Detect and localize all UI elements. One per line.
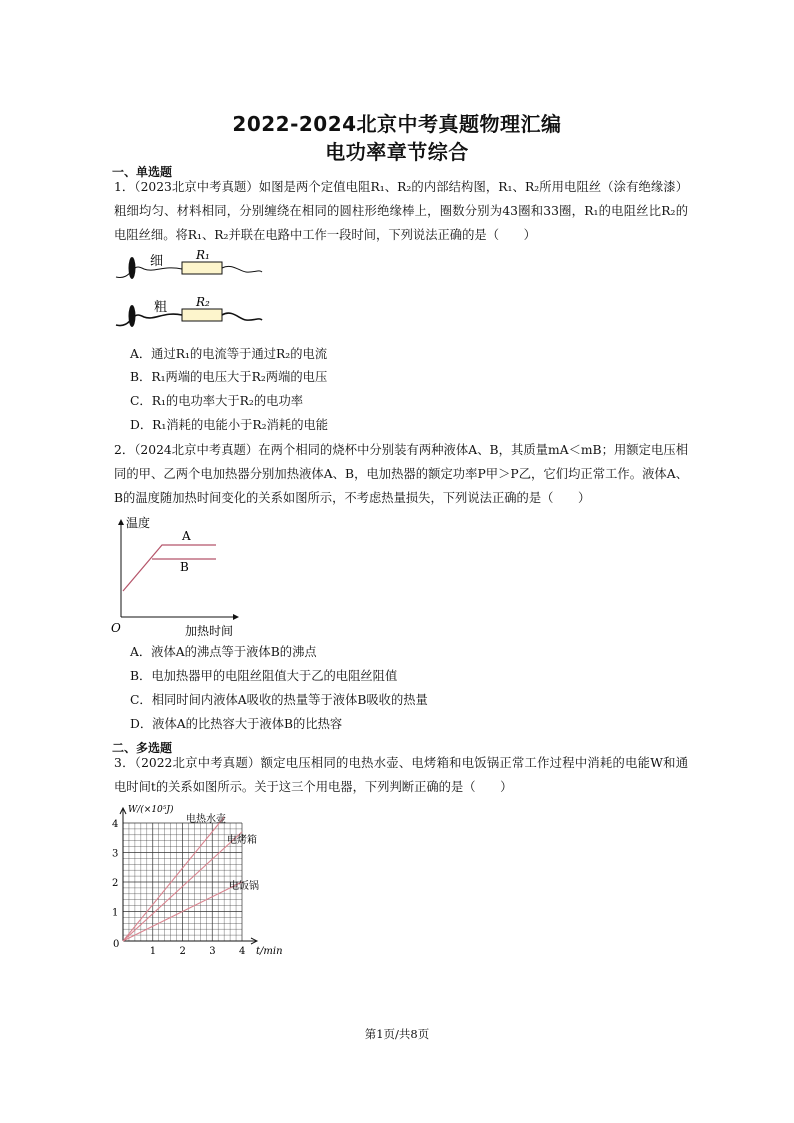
x-axis-label: t/min: [256, 946, 283, 957]
q1-resistor-figure: [114, 247, 274, 337]
q2-option-c: C．相同时间内液体A吸收的热量等于液体B吸收的热量: [130, 693, 428, 707]
x-tick-label: 3: [209, 946, 216, 957]
section-heading: 一、单选题: [112, 165, 173, 179]
chart-grid: [123, 823, 242, 941]
line-b-label: B: [180, 560, 189, 574]
y-tick-label: 1: [112, 907, 119, 919]
question-2-text: 2．（2024北京中考真题）在两个相同的烧杯中分别装有两种液体A、B，其质量mA＜mB；用额定电压相同的甲、乙两个电加热器分别加热液体A、B，电加热器的额定功率P甲＞P乙，它们均正常工作。液体A、B的温度随加热时间变化的关系如图所示，不考虑热量损失，下列说法正确的是（ ）: [114, 443, 688, 505]
page-subtitle: 电功率章节综合: [325, 140, 469, 164]
q2-temperature-figure: [106, 514, 256, 642]
r2-label: R₂: [196, 295, 210, 309]
line-a-label: A: [182, 529, 191, 543]
question-3-text: 3．（2022北京中考真题）额定电压相同的电热水壶、电烤箱和电饭锅正常工作过程中消耗的电能W和通电时间t的关系如图所示。关于这三个用电器，下列判断正确的是（ ）: [114, 756, 688, 794]
y-tick-label: 2: [112, 878, 119, 889]
x-tick-label: 1: [149, 946, 157, 957]
series-label: 电烤箱: [227, 835, 257, 846]
q2-option-a: A．液体A的沸点等于液体B的沸点: [130, 645, 317, 659]
y-axis-label: 温度: [126, 516, 151, 530]
y-axis-label: W/(×10⁵J): [128, 805, 174, 815]
q2-option-d: D．液体A的比热容大于液体B的比热容: [130, 717, 343, 731]
r1-label: R₁: [196, 248, 210, 262]
origin-label: O: [111, 621, 121, 635]
q1-option-b: B．R₁两端的电压大于R₂两端的电压: [130, 370, 328, 384]
q2-option-b: B．电加热器甲的电阻丝阻值大于乙的电阻丝阻值: [130, 669, 398, 683]
page-footer: 第1页/共8页: [364, 1027, 430, 1041]
q1-option-c: C．R₁的电功率大于R₂的电功率: [130, 394, 304, 408]
origin-label: 0: [113, 939, 120, 950]
thin-label: 细: [150, 254, 164, 269]
thick-label: 粗: [154, 300, 168, 315]
x-axis-label: 加热时间: [185, 624, 234, 638]
section-heading-2: 二、多选题: [112, 741, 173, 755]
series-label: 电饭锅: [229, 881, 259, 892]
series-label: 电热水壶: [186, 814, 226, 825]
q1-option-a: A．通过R₁的电流等于通过R₂的电流: [130, 347, 328, 361]
q1-option-d: D．R₁消耗的电能小于R₂消耗的电能: [130, 418, 329, 432]
y-tick-label: 4: [112, 819, 119, 830]
q3-energy-chart: [108, 800, 298, 960]
series-line: [123, 817, 224, 941]
y-tick-label: 3: [112, 848, 119, 860]
question-1-text: 1．（2023北京中考真题）如图是两个定值电阻R₁、R₂的内部结构图，R₁、R₂所用电阻丝（涂有绝缘漆）粗细均匀、材料相同，分别缠绕在相同的圆柱形绝缘棒上，圈数分别为43圈和33圈，R₁的电阻丝比R₂的电阻丝细。将R₁、R₂并联在电路中工作一段时间，下列说法正确的是（ ）: [114, 180, 688, 242]
x-tick-label: 4: [239, 946, 246, 957]
page-title: 2022-2024北京中考真题物理汇编: [232, 112, 562, 136]
x-tick-label: 2: [179, 946, 186, 957]
